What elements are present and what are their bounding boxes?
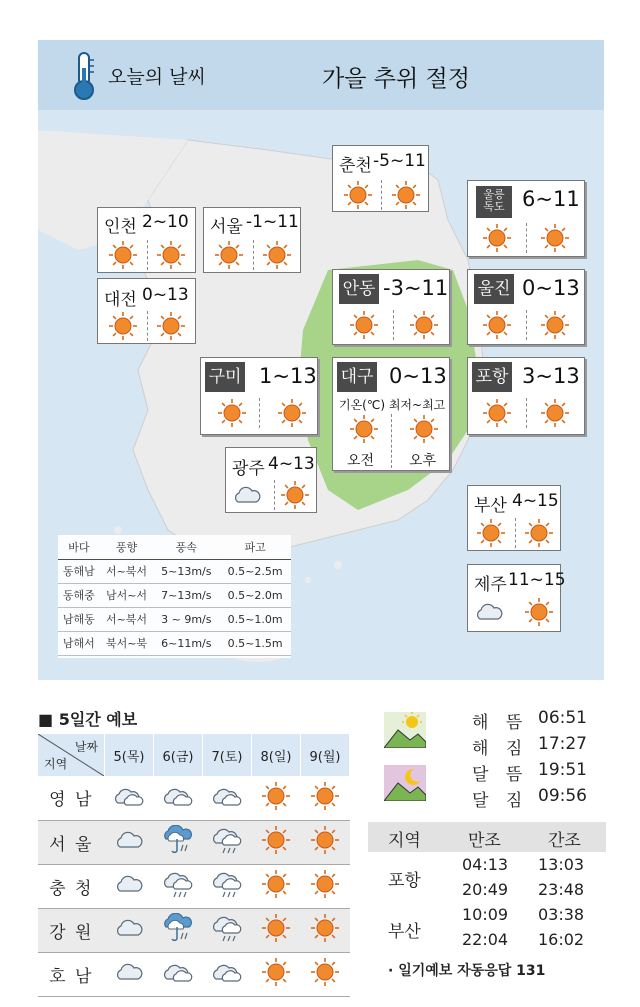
temp-range: 1~13 <box>259 364 317 388</box>
forecast-row <box>38 908 350 952</box>
cloud-icon <box>114 913 144 943</box>
cloud-icon <box>232 480 262 510</box>
sea-row <box>58 607 291 631</box>
sun-icon <box>482 310 512 340</box>
sun-icon <box>349 310 379 340</box>
forecast-cell <box>252 864 301 908</box>
forecast-region: 서 울 <box>38 820 105 864</box>
wind-speed: 6~11m/s <box>153 631 219 655</box>
sunset-label: 해 짐 <box>472 739 529 759</box>
sun-icon <box>310 781 340 811</box>
city-name: 대전 <box>104 290 137 310</box>
city-box-ulleung <box>467 180 585 257</box>
cloud-rain-icon <box>212 869 242 899</box>
day-header: 8(일) <box>252 734 301 776</box>
forecast-cell <box>154 864 203 908</box>
forecast-region: 충 청 <box>38 864 105 908</box>
temp-legend: 기온(℃) 최저~최고 <box>339 398 446 412</box>
cloud-rain-icon <box>163 869 193 899</box>
forecast-cell <box>203 952 252 996</box>
sun-icon <box>482 223 512 253</box>
forecast-cell <box>252 908 301 952</box>
day-header: 5(목) <box>105 734 154 776</box>
sun-icon <box>391 180 421 210</box>
wind-direction: 남서~서 <box>100 583 154 607</box>
city-name: 인천 <box>104 217 137 237</box>
partly-cloudy-icon <box>114 781 144 811</box>
moonrise-time: 19:51 <box>538 760 587 780</box>
high-tide-time: 10:09 <box>462 905 509 924</box>
sun-icon <box>409 310 439 340</box>
city-box-seoul <box>203 207 301 273</box>
forecast-cell <box>154 820 203 864</box>
high-tide-time: 20:49 <box>462 880 509 899</box>
sun-icon <box>108 311 138 341</box>
wind-direction: 북서~북 <box>100 631 154 655</box>
city-box-jeju <box>467 564 566 632</box>
cloud-rain-icon <box>212 913 242 943</box>
temp-range: 3~13 <box>522 364 580 388</box>
sun-icon <box>262 240 292 270</box>
sun-icon <box>156 240 186 270</box>
sun-icon <box>277 398 307 428</box>
wind-speed: 3 ~ 9m/s <box>153 607 219 631</box>
high-tide-time: 04:13 <box>462 855 509 874</box>
partly-cloudy-icon <box>212 781 242 811</box>
tide-region: 포항 <box>388 871 421 891</box>
forecast-row <box>38 864 350 908</box>
sun-icon <box>310 869 340 899</box>
headline: 가을 추위 절정 <box>322 66 470 92</box>
sun-icon <box>261 825 291 855</box>
forecast-cell <box>203 908 252 952</box>
city-name: 광주 <box>232 459 265 479</box>
sun-icon <box>540 223 570 253</box>
sun-icon <box>217 398 247 428</box>
forecast-row <box>38 952 350 996</box>
forecast-cell <box>252 776 301 820</box>
city-tag: 울진 <box>474 274 514 304</box>
low-tide-time: 13:03 <box>538 855 585 874</box>
moonrise-label: 달 뜸 <box>472 765 529 785</box>
tide-header-low: 간조 <box>548 831 581 851</box>
sun-icon <box>156 311 186 341</box>
sea-conditions-table <box>58 535 291 658</box>
sun-icon <box>524 597 554 627</box>
forecast-cell <box>252 820 301 864</box>
wave-height: 0.5~2.0m <box>219 583 291 607</box>
sea-area: 동해중 <box>58 583 100 607</box>
forecast-hotline: · 일기예보 자동응답 131 <box>388 963 546 979</box>
moonrise-icon <box>384 765 426 801</box>
low-tide-time: 23:48 <box>538 880 585 899</box>
sun-icon <box>482 398 512 428</box>
city-box-pohang <box>467 357 585 435</box>
city-box-gumi <box>200 357 318 435</box>
city-tag: 대구 <box>337 362 377 392</box>
forecast-cell <box>105 820 154 864</box>
sun-icon <box>108 240 138 270</box>
temp-range: 6~11 <box>522 187 580 211</box>
five-day-title: ■ 5일간 예보 <box>38 710 138 729</box>
sun-icon <box>261 913 291 943</box>
partly-cloudy-icon <box>163 957 193 987</box>
temp-range: 0~13 <box>389 364 447 388</box>
partly-cloudy-icon <box>163 781 193 811</box>
forecast-region: 호 남 <box>38 952 105 996</box>
city-box-gwangju <box>225 447 317 513</box>
sunrise-icon <box>384 712 426 748</box>
sun-icon <box>310 957 340 987</box>
city-box-chuncheon <box>332 145 429 212</box>
region-axis-label: 지역 <box>44 757 68 771</box>
city-box-incheon <box>97 207 196 273</box>
tide-region: 부산 <box>388 922 421 942</box>
cloud-icon <box>474 597 504 627</box>
forecast-cell <box>301 820 350 864</box>
sea-area: 남해동 <box>58 607 100 631</box>
tide-header-region: 지역 <box>388 831 421 851</box>
high-tide-time: 22:04 <box>462 930 509 949</box>
city-tag: 울릉 독도 <box>476 186 512 218</box>
am-label: 오전 <box>347 453 375 469</box>
temp-range: 0~13 <box>522 276 580 300</box>
day-header: 7(토) <box>203 734 252 776</box>
temp-range: 4~15 <box>512 491 559 511</box>
temp-range: 4~13 <box>268 454 315 474</box>
forecast-cell <box>154 776 203 820</box>
sea-header: 풍속 <box>153 535 219 559</box>
tide-header-high: 만조 <box>468 831 501 851</box>
today-label: 오늘의 날씨 <box>108 66 206 88</box>
city-box-andong <box>332 269 450 345</box>
forecast-cell <box>154 908 203 952</box>
sun-icon <box>214 240 244 270</box>
sunrise-time: 06:51 <box>538 708 587 728</box>
forecast-region: 영 남 <box>38 776 105 820</box>
city-name: 서울 <box>210 217 243 237</box>
forecast-cell <box>154 952 203 996</box>
city-name: 춘천 <box>339 156 372 176</box>
city-name: 제주 <box>474 575 507 595</box>
tide-header <box>368 822 606 852</box>
low-tide-time: 03:38 <box>538 905 585 924</box>
sun-icon <box>261 781 291 811</box>
forecast-cell <box>105 776 154 820</box>
city-box-daegu <box>332 357 450 471</box>
moonset-label: 달 짐 <box>472 791 529 811</box>
forecast-cell <box>105 908 154 952</box>
corner-cell <box>38 734 105 776</box>
wind-speed: 7~13m/s <box>153 583 219 607</box>
forecast-cell <box>203 776 252 820</box>
city-box-uljin <box>467 269 585 345</box>
sea-header: 파고 <box>219 535 291 559</box>
sea-row <box>58 583 291 607</box>
low-tide-time: 16:02 <box>538 930 585 949</box>
temp-range: 2~10 <box>142 212 189 232</box>
forecast-row <box>38 776 350 820</box>
rain-icon <box>163 913 193 943</box>
sea-area: 남해서 <box>58 631 100 655</box>
cloud-icon <box>114 825 144 855</box>
city-box-daejeon <box>97 278 196 344</box>
moonset-time: 09:56 <box>538 786 587 806</box>
wave-height: 0.5~1.5m <box>219 631 291 655</box>
forecast-cell <box>203 864 252 908</box>
cloud-icon <box>114 957 144 987</box>
temp-range: 11~15 <box>508 570 566 590</box>
sun-icon <box>310 913 340 943</box>
sun-icon <box>261 957 291 987</box>
sunset-time: 17:27 <box>538 734 587 754</box>
forecast-row <box>38 820 350 864</box>
forecast-cell <box>301 952 350 996</box>
rain-icon <box>163 825 193 855</box>
sun-icon <box>409 414 439 444</box>
partly-cloudy-icon <box>212 957 242 987</box>
forecast-cell <box>301 908 350 952</box>
wave-height: 0.5~2.5m <box>219 559 291 583</box>
sunrise-label: 해 뜸 <box>472 713 529 733</box>
sun-icon <box>343 180 373 210</box>
cloud-rain-icon <box>212 825 242 855</box>
sea-row <box>58 631 291 655</box>
sun-icon <box>261 869 291 899</box>
wind-direction: 서~북서 <box>100 607 154 631</box>
thermometer-icon <box>68 50 100 102</box>
sea-row <box>58 559 291 583</box>
sun-icon <box>310 825 340 855</box>
forecast-cell <box>105 952 154 996</box>
forecast-region: 강 원 <box>38 908 105 952</box>
date-axis-label: 날짜 <box>74 740 98 754</box>
day-header: 9(월) <box>301 734 350 776</box>
sun-icon <box>476 518 506 548</box>
forecast-cell <box>301 864 350 908</box>
day-header: 6(금) <box>154 734 203 776</box>
pm-label: 오후 <box>409 453 437 469</box>
forecast-cell <box>203 820 252 864</box>
temp-range: -3~11 <box>383 276 449 300</box>
sun-icon <box>540 398 570 428</box>
sea-area: 동해남 <box>58 559 100 583</box>
wave-height: 0.5~1.0m <box>219 607 291 631</box>
temp-range: 0~13 <box>142 285 189 305</box>
temp-range: -1~11 <box>246 212 299 232</box>
city-box-busan <box>467 485 561 551</box>
city-name: 부산 <box>474 496 507 516</box>
forecast-cell <box>252 952 301 996</box>
sun-icon <box>540 310 570 340</box>
sun-icon <box>524 518 554 548</box>
wind-direction: 서~북서 <box>100 559 154 583</box>
city-tag: 안동 <box>339 274 379 304</box>
sea-header: 바다 <box>58 535 100 559</box>
city-tag: 구미 <box>205 362 245 392</box>
cloud-icon <box>114 869 144 899</box>
five-day-forecast-table <box>38 734 350 997</box>
temp-range: -5~11 <box>373 151 426 171</box>
forecast-cell <box>105 864 154 908</box>
sun-icon <box>280 480 310 510</box>
forecast-cell <box>301 776 350 820</box>
city-tag: 포항 <box>472 362 512 392</box>
sea-header: 풍향 <box>100 535 154 559</box>
wind-speed: 5~13m/s <box>153 559 219 583</box>
sun-icon <box>349 414 379 444</box>
